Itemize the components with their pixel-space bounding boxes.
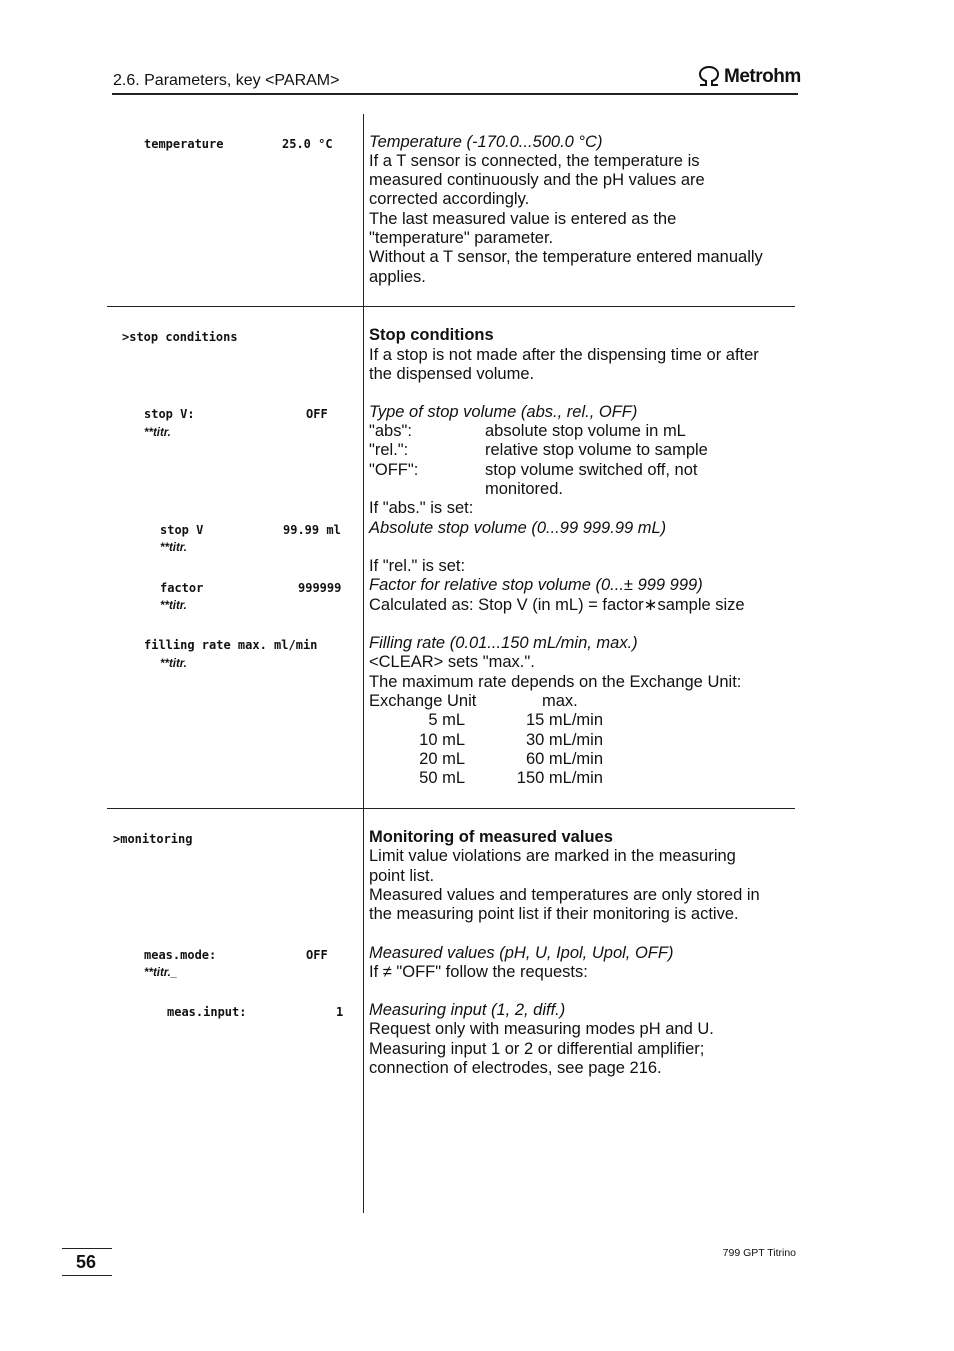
- fill-clear: <CLEAR> sets "max.".: [369, 653, 535, 671]
- stop-option-key: "OFF":: [369, 461, 419, 479]
- section-divider-2: [107, 808, 795, 809]
- stop-rel-set: If "rel." is set:: [369, 557, 466, 575]
- measuring-input-line: connection of electrodes, see page 216.: [369, 1059, 662, 1077]
- display-monitoring: >monitoring: [113, 832, 193, 846]
- brand-logo: [697, 66, 801, 88]
- stop-line: the dispensed volume.: [369, 365, 535, 383]
- section-divider-1: [107, 306, 795, 307]
- page-number: 56: [76, 1252, 97, 1272]
- stop-rel-title: Factor for relative stop volume (0...± 999 999): [369, 576, 703, 594]
- product-name: 799 GPT Titrino: [722, 1247, 796, 1259]
- display-factor-label: factor: [160, 581, 204, 595]
- measuring-input-line: Request only with measuring modes pH and U.: [369, 1020, 714, 1038]
- monitor-line: Limit value violations are marked in the measuring: [369, 847, 736, 865]
- stop-abs-set: If "abs." is set:: [369, 499, 474, 517]
- fill-table-header-unit: Exchange Unit: [369, 692, 477, 710]
- stop-option-key: "abs":: [369, 422, 412, 440]
- fill-table-rate: 60 mL/min: [525, 750, 603, 768]
- monitor-line: Measured values and temperatures are only stored in: [369, 886, 760, 904]
- page-number-rule-bottom: [62, 1275, 112, 1276]
- fill-title: Filling rate (0.01...150 mL/min, max.): [369, 634, 638, 652]
- temperature-line: measured continuously and the pH values are: [369, 171, 705, 189]
- stop-type-title: Type of stop volume (abs., rel., OFF): [369, 403, 638, 421]
- display-titr-1: **titr.: [144, 427, 171, 439]
- stop-option-desc: stop volume switched off, not: [485, 461, 698, 479]
- display-stop-v-label: stop V:: [144, 407, 195, 421]
- display-stopv-value: 99.99 ml: [283, 523, 341, 537]
- stop-option-desc: absolute stop volume in mL: [485, 422, 686, 440]
- display-titr-4: **titr.: [160, 658, 187, 670]
- monitor-line: the measuring point list if their monitoring is active.: [369, 905, 739, 923]
- display-temperature-value: 25.0 °C: [282, 137, 333, 151]
- display-meas-input-label: meas.input:: [167, 1005, 247, 1019]
- stop-heading: Stop conditions: [369, 326, 494, 344]
- fill-table-rate: 15 mL/min: [525, 711, 603, 729]
- measuring-input-title: Measuring input (1, 2, diff.): [369, 1001, 566, 1019]
- temperature-line: The last measured value is entered as the: [369, 210, 677, 228]
- stop-abs-title: Absolute stop volume (0...99 999.99 mL): [369, 519, 667, 537]
- temperature-line: applies.: [369, 268, 426, 286]
- display-temperature-label: temperature: [144, 137, 224, 151]
- fill-table-unit: 10 mL: [419, 731, 465, 749]
- measured-values-requests: If ≠ "OFF" follow the requests:: [369, 963, 588, 981]
- temperature-line: Without a T sensor, the temperature entered manually: [369, 248, 763, 266]
- omega-logo-icon: [697, 66, 721, 88]
- fill-table-rate: 150 mL/min: [516, 769, 603, 787]
- display-factor-value: 999999: [298, 581, 342, 595]
- page-number-rule-top: [62, 1248, 112, 1249]
- header-rule: [112, 93, 798, 95]
- fill-table-unit: 20 mL: [419, 750, 465, 768]
- display-meas-input-value: 1: [336, 1005, 344, 1019]
- stop-calc: Calculated as: Stop V (in mL) = factor∗sample size: [369, 596, 745, 614]
- temperature-line: If a T sensor is connected, the temperature is: [369, 152, 700, 170]
- fill-max-rate: The maximum rate depends on the Exchange Unit:: [369, 673, 742, 691]
- fill-table-unit: 5 mL: [428, 711, 465, 729]
- fill-table-rate: 30 mL/min: [525, 731, 603, 749]
- monitor-heading: Monitoring of measured values: [369, 828, 613, 846]
- fill-table-unit: 50 mL: [419, 769, 465, 787]
- monitor-line: point list.: [369, 867, 435, 885]
- temperature-title: Temperature (-170.0...500.0 °C): [369, 133, 603, 151]
- stop-option-key: "rel.":: [369, 441, 409, 459]
- measuring-input-line: Measuring input 1 or 2 or differential amplifier;: [369, 1040, 705, 1058]
- display-meas-mode-label: meas.mode:: [144, 948, 217, 962]
- temperature-line: corrected accordingly.: [369, 190, 530, 208]
- stop-option-cont: monitored.: [485, 480, 563, 498]
- column-divider: [363, 114, 364, 1213]
- display-stop-v-value: OFF: [306, 407, 328, 421]
- display-titr-3: **titr.: [160, 600, 187, 612]
- display-filling-rate: filling rate max. ml/min: [144, 638, 318, 652]
- section-header: 2.6. Parameters, key <PARAM>: [113, 72, 340, 89]
- brand-name: Metrohm: [724, 66, 801, 87]
- measured-values-title: Measured values (pH, U, Ipol, Upol, OFF): [369, 944, 674, 962]
- display-titr-5: **titr._: [144, 967, 178, 979]
- stop-line: If a stop is not made after the dispensing time or after: [369, 346, 759, 364]
- display-titr-2: **titr.: [160, 542, 187, 554]
- display-meas-mode-value: OFF: [306, 948, 328, 962]
- fill-table-header-max: max.: [542, 692, 578, 710]
- stop-option-desc: relative stop volume to sample: [485, 441, 708, 459]
- temperature-line: "temperature" parameter.: [369, 229, 554, 247]
- display-stopv-label: stop V: [160, 523, 204, 537]
- display-stop-conditions: >stop conditions: [122, 330, 238, 344]
